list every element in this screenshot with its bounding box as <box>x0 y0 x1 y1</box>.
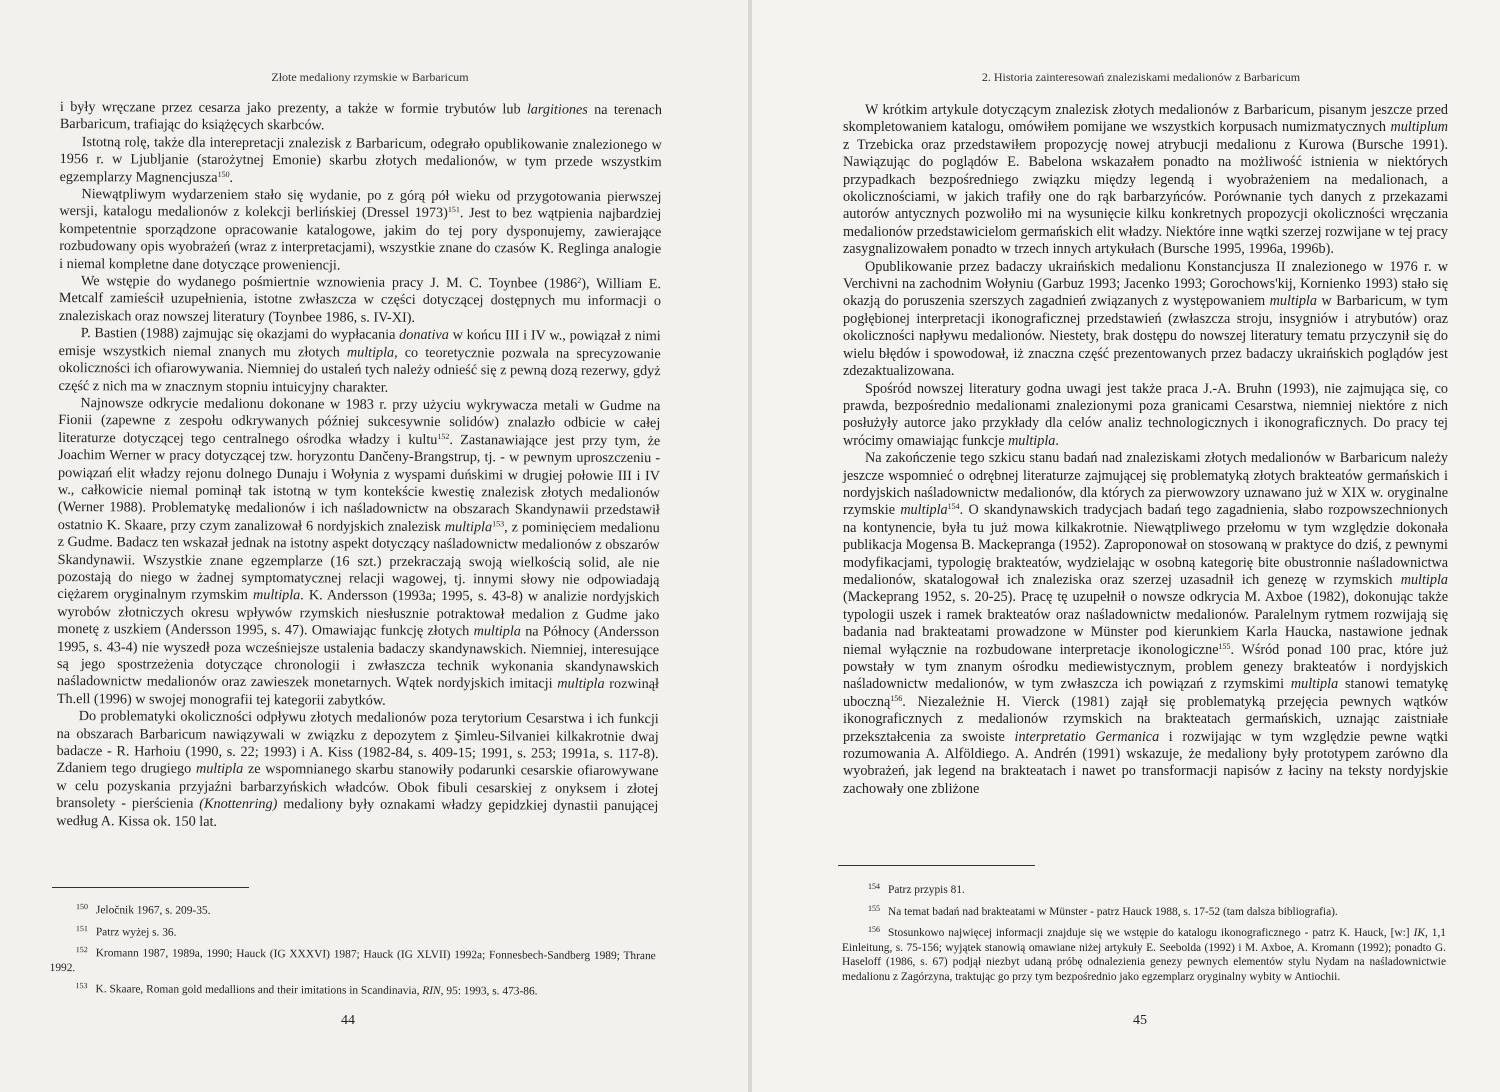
text-run: Opublikowanie przez badaczy ukraińskich medalionu Konstancjusza II znalezionego w 1976 r. w Verchivni na zachodnim Wołyniu (Garbuz 1993; Jacenko 1993; Gorochows'kij, Kornienko 1993) stało się okazją do poruszenia szerszych zagadnień związanych z występowaniem <box>843 258 1448 310</box>
paragraph <box>843 381 1448 451</box>
footnote <box>49 979 655 1000</box>
italic-term: multipla <box>900 502 948 519</box>
running-header: 2. Historia zainteresowań znaleziskami medalionów z Barbaricum <box>981 70 1301 84</box>
footnote-rule <box>838 865 1035 866</box>
text-run: i były wręczane przez cesarza jako prezenty, a także w formie trybutów lub <box>59 99 527 118</box>
paragraph <box>58 325 660 398</box>
text-run: na Północy (Andersson 1995, s. 43-4) nie wyszedł poza wcześniejsze ustalenia badaczy skandynawskich. Niemniej, interesujące są jego spostrzeżenia dotyczące chronologii i zwłaszcza technik wykonania skandynawskich naśladownictw medalionów oraz zawieszek monetarnych. Wątek nordyjskich imitacji <box>56 623 660 693</box>
text-run: stanowi tematykę uboczną <box>843 676 1448 710</box>
footnote-ref: 150 <box>217 169 230 179</box>
text-run: w Barbaricum, w tym pogłębionej interpretacji ikonograficznej przedstawień (zwłaszcza stroju, insygniów i atrybutów) oraz okoliczności napływu medalionów. Niestety, brak dostępu do nowszej literatury tematu przyczynił się do wielu błędów i spowodował, iż znaczna część prezentowanych przez badaczy ukraińskich poglądów jest zdezaktualizowana. <box>843 293 1448 380</box>
text-run: , z pominięciem medalionu z Gudme. Badacz ten wskazał jednak na istotny aspekt dotyczący naśladownictw medalionów z obszarów Skandynawii. Wszystkie znane egzemplarze (16 szt.) przekraczają swoją wielkością solid, ale nie pozostają do niego w żadnej symptomatycznej relacji wagowej, tj. innymi słowy nie odpowiadają ciężarem oryginalnym rzymskim <box>57 519 660 604</box>
paragraph <box>59 186 661 276</box>
text-run: . <box>229 169 234 186</box>
footnote-italic: RIN <box>422 985 441 998</box>
text-run: ), William E. Metcalf zamieścił uzupełnienia, istotne zwłaszcza w części dotyczącej dostępnych mu informacji o znaleziskach oraz nowszej literatury (Toynbee 1986, s. IV-XI). <box>58 275 662 326</box>
text-run: medaliony były oznakami władzy gepidzkiej dynastii panującej według A. Kissa ok. 150 lat. <box>56 796 659 830</box>
paragraph <box>60 99 662 137</box>
footnote <box>50 943 656 978</box>
text-run: i rozwijając w tym względzie pewne wątki rozumowania A. Alföldiego. A. Andrén (1991) wskazuje, że medaliony były prototypem zarówno dla wyobrażeń, jak legend na brakteatach i nawet po transformacji napisów z łaciny na teksty nordyjskie zachowały one zbliżone <box>843 728 1449 797</box>
footnote-text: Stosunkowo najwięcej informacji znajduje się we wstępie do katalogu ikonograficznego - patrz K. Hauck, [w:] <box>888 927 1414 940</box>
footnote <box>50 922 656 943</box>
footnote-number: 150 <box>75 902 88 912</box>
footnotes <box>49 900 656 1004</box>
text-run: z Trzebicka oraz przedstawiłem propozycję nowej atrybucji medalionu z Kurowa (Bursche 1991). Nawiązując do poglądów E. Babelona wskazałem ponadto na możliwość istnienia w niektórych przypadkach bezpośredniego związku między legendą i wyobrażeniem na medalionach, a okolicznościami, w jakich trafiły one do rąk barbarzyńców. Porównanie tych danych z przekazami autorów antycznych pozwoliło mi na wysunięcie kilku konkretnych propozycji okoliczności wręczania medalionów przedstawicielom germańskich elit władzy. Niektóre inne wątki szerzej rozwijane w tej pracy zasygnalizowałem ponadto w trzech innych artykułach (Bursche 1995, 1996a, 1996b). <box>843 136 1448 258</box>
italic-term: multipla <box>557 676 605 693</box>
footnote-ref: 152 <box>437 431 450 441</box>
italic-term: donativa <box>399 327 449 344</box>
body-text <box>843 102 1448 798</box>
footnote-ref: 155 <box>1218 641 1231 651</box>
italic-term: (Knottenring) <box>199 795 278 813</box>
paragraph <box>843 102 1448 259</box>
italic-term: multipla <box>1290 676 1339 693</box>
text-run: Niewątpliwym wydarzeniem stało się wydanie, po z górą pół wieku od przygotowania pierwszej wersji, katalogu medalionów z kolekcji berlińskiej (Dressel 1973) <box>59 186 662 222</box>
text-run: . K. Andersson (1993a; 1995, s. 43-8) w analizie nordyjskich wyrobów złotniczych okresu wpływów rzymskich niesłusznie potraktował medalion z Gudme jako monetę z uszkiem (Andersson 1995, s. 47). Omawiając funkcję złotych <box>57 587 660 640</box>
paragraph <box>59 273 661 328</box>
footnote-ref: 151 <box>447 205 460 215</box>
italic-term: multipla <box>1008 432 1056 449</box>
text-run: Do problematyki okoliczności odpływu złotych medalionów poza terytorium Cesarstwa i ich funkcji na obszarach Barbaricum nawiązywali w związku z depozytem z Şimleu-Silvaniei kilkakrotnie dwaj badacze - R. Harhoiu (1990, s. 22; 1993) i A. Kiss (1982-84, s. 409-15; 1991, s. 253; 1991a, s. 117-8). Zdaniem tego drugiego <box>56 708 659 778</box>
footnote-text: , 95: 1993, s. 473-86. <box>440 985 538 998</box>
text-run: Na zakończenie tego szkicu stanu badań nad znaleziskami złotych medalionów w Barbaricum należy jeszcze wspomnieć o odrębnej literaturze zajmującej się problematyką złotych brakteatów germańskich i nordyjskich naśladownictw medalionów, dla których za pierwowzory uznawano już w XIX w. oryginalne rzymskie <box>843 450 1448 519</box>
footnotes <box>842 880 1446 989</box>
footnote-number: 152 <box>75 945 88 955</box>
text-run: rozwinął Th.ell (1996) w swojej monografii tej kategorii zabytków. <box>56 676 659 709</box>
text-run: W krótkim artykule dotyczącym znalezisk złotych medalionów z Barbaricum, pisanym jeszcze przed skompletowaniem katalogu, omówiłem pomijane we wszystkich korpusach numizmatycznych <box>843 102 1448 136</box>
text-run: . <box>1055 432 1059 449</box>
footnote <box>842 923 1446 984</box>
footnote-number: 156 <box>868 925 880 935</box>
text-run: . Jest to bez wątpienia najbardziej kompetentnie sporządzone opracowanie katalogowe, jakim do tej pory dysponujemy, zawierające rozbudowany opis wyobrażeń (wraz z interpretacjami), wszystkie znane do czasów K. Reglinga analogie i niemal kompletne dane dotyczące proweniencji. <box>59 205 662 274</box>
text-run: Istotną rolę, także dla interepretacji znalezisk z Barbaricum, odegrało opublikowanie znalezionego w 1956 r. w Ljubljanie (starożytnej Emonie) skarbu złotych medalionów, w tym przede wszystkim egzemplarzy Magnencjusza <box>59 133 662 186</box>
italic-term: largitiones <box>526 101 588 118</box>
footnote-text: Patrz wyżej s. 36. <box>95 925 177 939</box>
text-run: Najnowsze odkrycie medalionu dokonane w 1983 r. przy użyciu wykrywacza metali w Gudme na Fionii (zapewne z zespołu odkrywanych później sukcesywnie solidów) znalazło odbicie w całej literaturze dotyczącej tego centralnego ośrodka władzy i kultu <box>58 395 661 448</box>
italic-term: multiplum <box>1390 119 1448 136</box>
footnote-text: Patrz przypis 81. <box>888 884 965 896</box>
footnote-text: K. Skaare, Roman gold medallions and their imitations in Scandinavia, <box>95 983 423 998</box>
italic-term: multipla <box>444 518 493 536</box>
footnote-number: 153 <box>75 981 88 991</box>
italic-term: multipla <box>195 761 244 778</box>
footnote <box>50 900 656 921</box>
italic-term: interpretatio Germanica <box>1014 728 1160 745</box>
running-header: Złote medaliony rzymskie w Barbaricum <box>271 70 469 84</box>
footnote <box>842 902 1446 920</box>
text-run: w końcu III i IV w., powiązał z nimi emisje wszystkich niemal znanych mu złotych <box>58 327 661 361</box>
text-run: . Niezależnie H. Vierck (1981) zajął się problematyką przejęcia pewnych wątków ikonograficznych z medalionów rzymskich na brakteatach germańskich, uznając zaistniałe przekształcenia za swoiste <box>843 693 1448 745</box>
italic-term: multipla <box>1269 293 1317 310</box>
footnote-italic: IK <box>1413 927 1425 940</box>
footnote-text: Kromann 1987, 1989a, 1990; Hauck (IG XXXVI) 1987; Hauck (IG XLVII) 1992a; Fonnesbech-Sandberg 1989; Thrane 1992. <box>49 947 656 974</box>
text-run: . Zastanawiające jest przy tym, że Joachim Werner w pracy dotyczącej tzw. horyzontu Dančeny-Brangstrup, tj. - w pewnym uproszczeniu - powiązań elit władzy rejonu dolnego Dunaju i Wołynia z wyspami duńskimi w drugiej połowie III i IV w., całkowicie niemal pominął tak istotną w tym kontekście kwestię znalezisk złotych medalionów (Werner 1988). Problematykę medalionów i ich naśladownictw na obszarach Skandynawii przedstawił ostatnio K. Skaare, przy czym zanalizował 6 nordyjskich znalezisk <box>57 431 661 535</box>
footnote <box>842 880 1446 898</box>
italic-term: multipla <box>1400 571 1448 588</box>
paragraph <box>843 450 1448 798</box>
paragraph <box>60 134 662 189</box>
footnote-text: Na temat badań nad brakteatami w Münster - patrz Hauck 1988, s. 17-52 (tam dalsza bibliografia). <box>888 905 1338 918</box>
text-run: , co teoretycznie pozwala na sprecyzowanie okoliczności ich ofiarowywania. Niemniej do ustaleń tych należy odnieść się z pewną dozą rezerwy, gdyż część z nich ma w znacznym stopniu intuicyjny charakter. <box>58 344 661 396</box>
paragraph <box>56 708 659 833</box>
footnote-text: Jeločnik 1967, s. 209-35. <box>95 904 211 917</box>
text-run: (Mackeprang 1952, s. 20-25). Pracę tę uzupełnił o nowsze odkrycia M. Axboe (1982), dokonując także typologii uszek i ramek brakteatów oraz naśladownictw medalionów. Paralelnym rytmem rozwijają się badania nad brakteatami prowadzone w Münster pod kierunkiem Karla Haucka, nastawione jednak niemal wyłącznie na rozbudowane interpretacje ikonologiczne <box>843 589 1448 658</box>
text-run: . Wśród ponad 100 prac, które już powstały w tym znanym ośrodku mediewistycznym, problem genezy brakteatów i nordyjskich naśladownictw medalionów, w tym zwłaszcza ich powiązań z rzymskimi <box>843 641 1448 693</box>
text-run: ze wspomnianego skarbu stanowiły podarunki cesarskie ofiarowywane w celu pozyskania przyjaźni barbarzyńskich władców. Obok fibuli cesarskiej z onyksem i złotej bransolety - pierścienia <box>56 761 659 812</box>
footnote-rule <box>52 887 249 888</box>
left-page <box>0 0 748 1092</box>
footnote-number: 154 <box>868 882 880 891</box>
paragraph <box>57 395 661 711</box>
body-text <box>56 99 662 833</box>
text-run: We wstępie do wydanego pośmiertnie wznowienia pracy J. M. C. Toynbee (1986 <box>81 273 578 292</box>
footnote-ref: 156 <box>890 693 903 703</box>
right-page <box>752 0 1500 1092</box>
footnote-ref: 153 <box>492 519 505 529</box>
footnote-text: , 1,1 Einleitung, s. 75-156; wyjątek stanowią omawiane niżej artykuły E. Seebolda (1992) i M. Axboe, A. Kromann (1992); ponadto G. Haseloff (1986, s. 67) podjął niezbyt udaną próbę odnalezienia genezy pewnych elementów stylu Nydam na naśladownictwie medalionu z Zagórzyna, traktując go przy tym bezpośrednio jako egzemplarz oryginalny wybity w Antiochii. <box>842 927 1446 983</box>
footnote-number: 155 <box>868 903 880 913</box>
text-run: Spośród nowszej literatury godna uwagi jest także praca J.-A. Bruhn (1993), nie zajmująca się, co prawda, bezpośrednio medalionami znalezionymi poza granicami Cesarstwa, niemniej niektóre z nich posłużyły autorce jako przykłady dla celów analiz technologicznych i ikonograficznych. Do pracy tej wrócimy omawiając funkcje <box>843 380 1448 449</box>
paragraph <box>843 259 1448 381</box>
footnote-ref: 2 <box>577 275 582 285</box>
text-run: P. Bastien (1988) zajmując się okazjami do wypłacania <box>80 325 400 344</box>
page-number: 44 <box>341 1013 355 1028</box>
text-run: . O skandynawskich tradycjach badań tego zagadnienia, słabo rozpowszechnionych na kontynencie, była tu już mowa kilkakrotnie. Niewątpliwego przełomu w tym względzie dokonała publikacja Mogensa B. Mackepranga (1952). Zaproponował on stosowaną w praktyce do dziś, z pewnymi modyfikacjami, typologię brakteatów, wydzielając w osobną kategorię bite obustronnie naśladownictwa medalionów, skatalogował ich znaleziska oraz szerzej uzasadnił ich genezę w rzymskich <box>843 502 1448 588</box>
footnote-number: 151 <box>75 923 88 933</box>
italic-term: multipla <box>473 623 521 640</box>
text-run: na terenach Barbaricum, trafiając do książęcych skarbców. <box>59 101 662 134</box>
footnote-ref: 154 <box>947 502 960 512</box>
page-number: 45 <box>1133 1013 1147 1028</box>
italic-term: multipla <box>252 587 301 604</box>
italic-term: multipla <box>346 344 395 361</box>
